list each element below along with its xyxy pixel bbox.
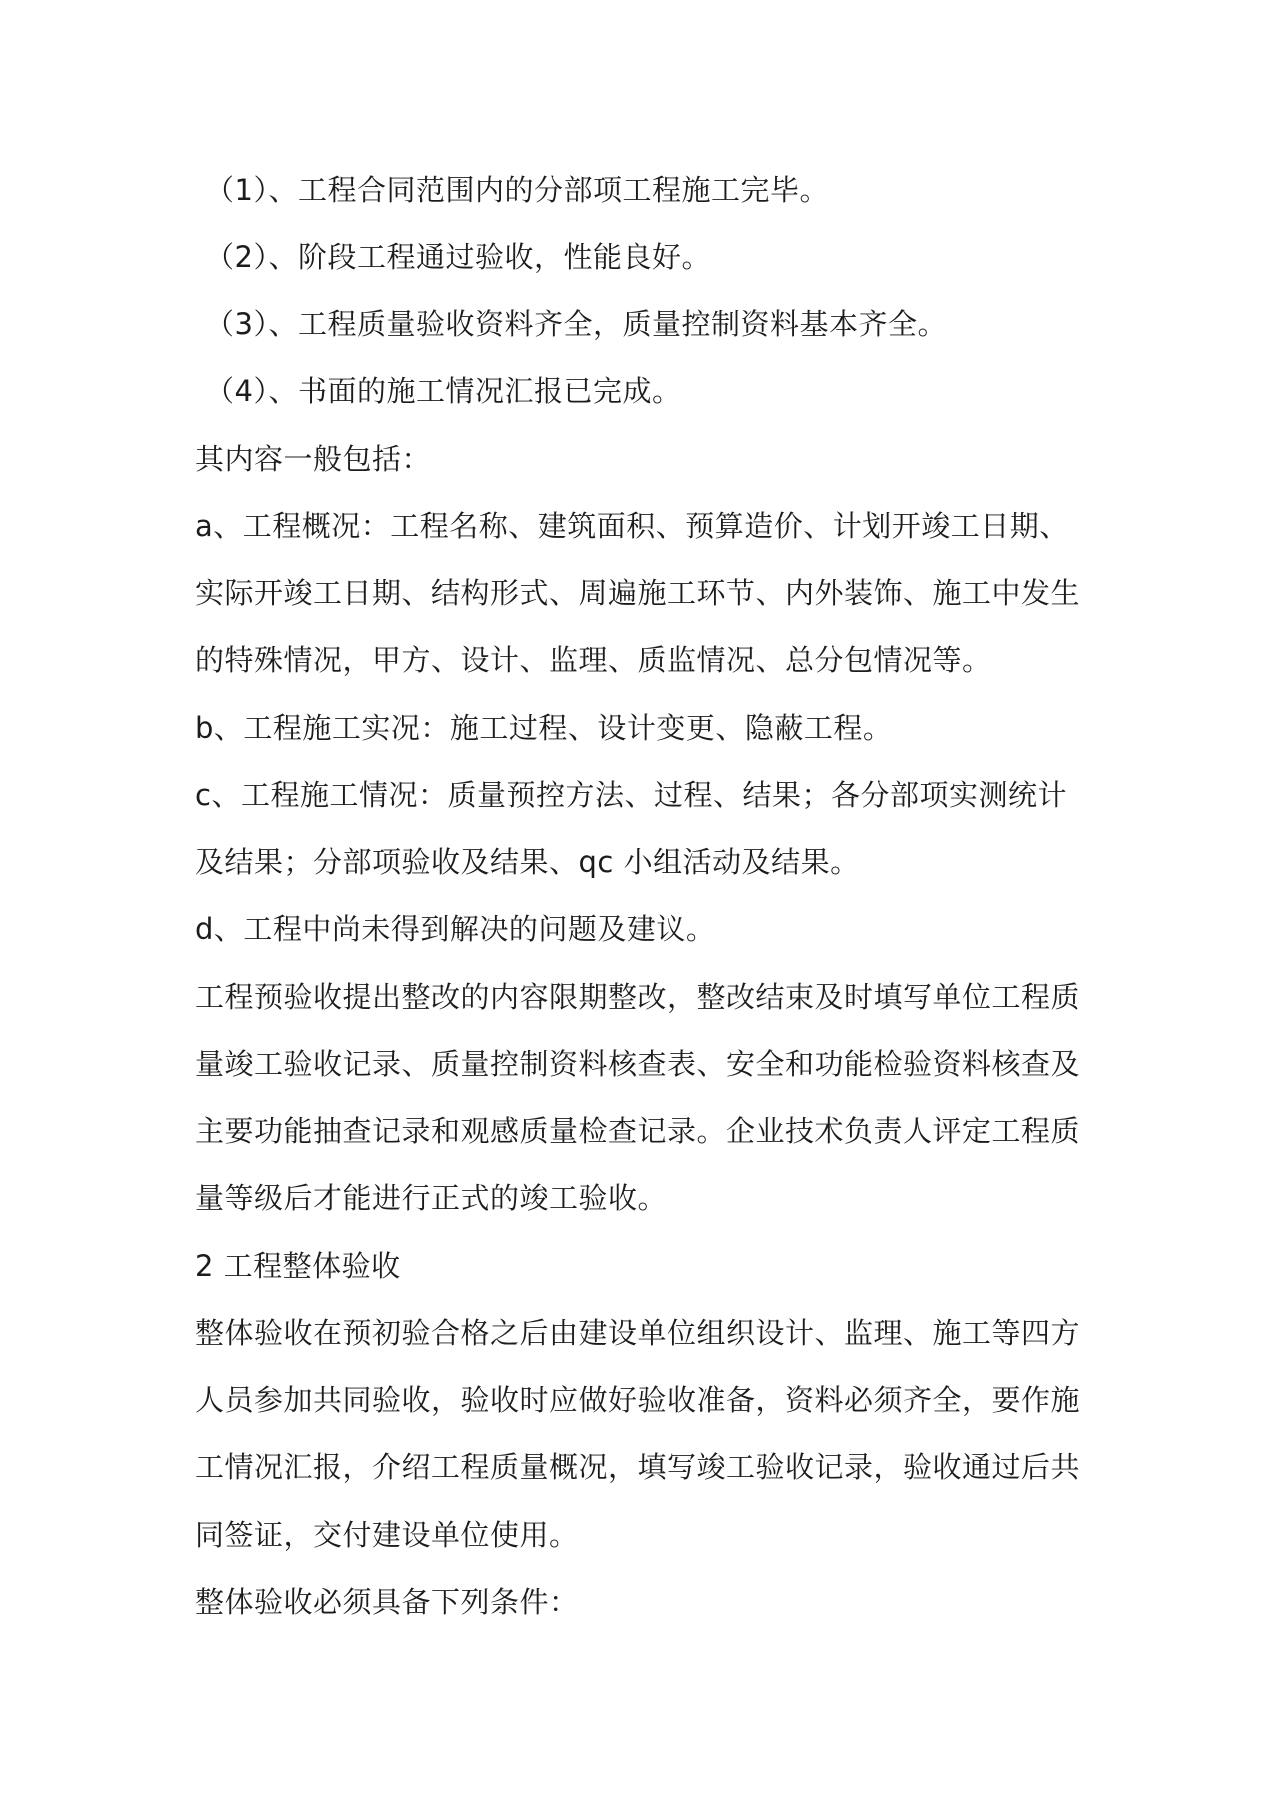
paragraph-line: 量等级后才能进行正式的竣工验收。 xyxy=(195,1181,668,1215)
condition-item-3: （3）、工程质量验收资料齐全，质量控制资料基本齐全。 xyxy=(205,307,947,341)
condition-item-2: （2）、阶段工程通过验收，性能良好。 xyxy=(205,240,711,274)
condition-item-4: （4）、书面的施工情况汇报已完成。 xyxy=(205,374,682,408)
paragraph-line: b、工程施工实况：施工过程、设计变更、隐蔽工程。 xyxy=(195,711,893,745)
condition-item-1: （1）、工程合同范围内的分部项工程施工完毕。 xyxy=(205,173,829,207)
paragraph-line: d、工程中尚未得到解决的问题及建议。 xyxy=(195,912,716,946)
paragraph-line: 实际开竣工日期、结构形式、周遍施工环节、内外装饰、施工中发生 xyxy=(195,576,1081,610)
paragraph-line: 整体验收在预初验合格之后由建设单位组织设计、监理、施工等四方 xyxy=(195,1316,1081,1350)
paragraph-line: 主要功能抽查记录和观感质量检查记录。企业技术负责人评定工程质 xyxy=(195,1114,1081,1148)
paragraph-line: a、工程概况：工程名称、建筑面积、预算造价、计划开竣工日期、 xyxy=(195,509,1069,543)
paragraph-line: c、工程施工情况：质量预控方法、过程、结果；各分部项实测统计 xyxy=(195,778,1067,812)
section-heading: 2 工程整体验收 xyxy=(195,1249,401,1283)
paragraph-line: 工情况汇报，介绍工程质量概况，填写竣工验收记录，验收通过后共 xyxy=(195,1450,1081,1484)
paragraph-line: 整体验收必须具备下列条件： xyxy=(195,1585,579,1619)
paragraph-line: 人员参加共同验收，验收时应做好验收准备，资料必须齐全，要作施 xyxy=(195,1383,1081,1417)
paragraph-line: 工程预验收提出整改的内容限期整改，整改结束及时填写单位工程质 xyxy=(195,980,1081,1014)
paragraph-line: 及结果；分部项验收及结果、qc 小组活动及结果。 xyxy=(195,845,860,879)
paragraph-line: 量竣工验收记录、质量控制资料核查表、安全和功能检验资料核查及 xyxy=(195,1047,1081,1081)
paragraph-line: 同签证，交付建设单位使用。 xyxy=(195,1518,579,1552)
content-intro: 其内容一般包括： xyxy=(195,442,432,476)
paragraph-line: 的特殊情况，甲方、设计、监理、质监情况、总分包情况等。 xyxy=(195,643,992,677)
